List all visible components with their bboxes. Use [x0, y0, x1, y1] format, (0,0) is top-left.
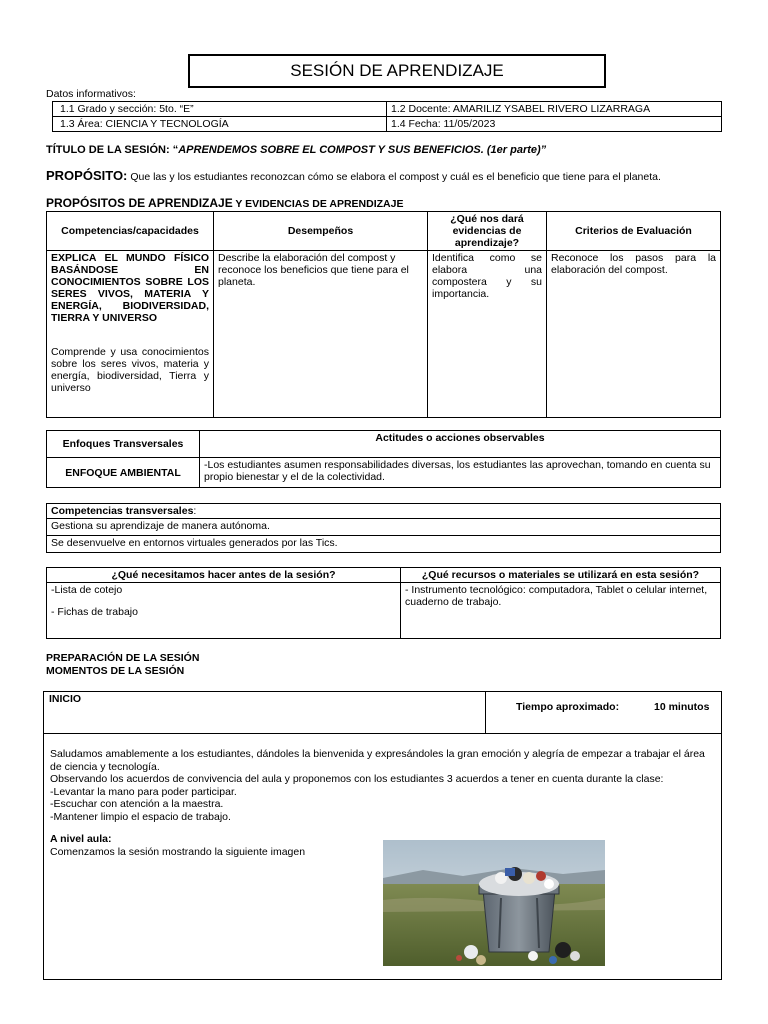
inicio-p2: Observando los acuerdos de convivencia del aula y proponemos con los estudiantes 3 acuerdos a tener en cuenta durante la clase:	[50, 773, 664, 785]
propositos-heading	[46, 196, 403, 210]
header-competencias: Competencias/capacidades	[47, 212, 214, 251]
acuerdo-3: -Mantener limpio el espacio de trabajo.	[50, 810, 231, 823]
antes-left-1: -Lista de cotejo	[51, 584, 123, 596]
propositos-heading-b: Y EVIDENCIAS DE APRENDIZAJE	[232, 198, 404, 210]
grado-cell: 1.1 Grado y sección: 5to. “E”	[53, 102, 387, 117]
enfoques-header: Enfoques Transversales	[47, 431, 200, 458]
inicio-box	[43, 691, 722, 980]
session-title-label: TÍTULO DE LA SESIÓN: “	[46, 144, 179, 156]
capacidad-text: Comprende y usa conocimientos sobre los seres vivos, materia y energía, biodiversidad, Tierra y universo	[51, 346, 209, 394]
proposito-label: PROPÓSITO:	[46, 168, 128, 183]
propositos-heading-a: PROPÓSITOS DE APRENDIZAJE	[46, 196, 233, 210]
tiempo-cell	[486, 692, 721, 734]
header-evidencias: ¿Qué nos dará evidencias de aprendizaje?	[428, 212, 547, 251]
inicio-label-cell	[44, 692, 486, 734]
page-title	[188, 54, 606, 88]
antes-left-2: - Fichas de trabajo	[51, 606, 138, 618]
competencia-text: EXPLICA EL MUNDO FÍSICO BASÁNDOSE EN CONOCIMIENTOS SOBRE LOS SERES VIVOS, MATERIA Y ENERGÍA, BIODIVERSIDAD, TIERRA Y UNIVERSO	[51, 252, 209, 324]
inicio-label: INICIO	[49, 693, 82, 705]
proposito-text: Que las y los estudiantes reconozcan cómo se elabora el compost y cuál es el beneficio que tiene para el planeta.	[130, 171, 661, 183]
nivel-aula-text: Comenzamos la sesión mostrando la siguiente imagen	[50, 845, 306, 858]
evidencia-cell: Identifica como se elabora una compostera y su importancia.	[428, 251, 547, 418]
trash-dumpster-image	[383, 840, 605, 966]
tiempo-value: 10 minutos	[654, 701, 710, 713]
criterio-cell: Reconoce los pasos para la elaboración del compost.	[547, 251, 721, 418]
datos-table	[52, 101, 722, 132]
competencias-transversales-table	[46, 503, 721, 553]
area-cell: 1.3 Área: CIENCIA Y TECNOLOGÍA	[53, 117, 387, 132]
desempeno-cell: Describe la elaboración del compost y reconoce los beneficios que tiene para el planeta.	[214, 251, 428, 418]
header-desempenos: Desempeños	[214, 212, 428, 251]
fecha-cell: 1.4 Fecha: 11/05/2023	[387, 117, 722, 132]
antes-header-right: ¿Qué recursos o materiales se utilizará en esta sesión?	[401, 568, 721, 583]
nivel-aula-label: A nivel aula:	[50, 833, 112, 845]
enfoque-ambiental: ENFOQUE AMBIENTAL	[47, 458, 200, 488]
enfoques-table	[46, 430, 721, 488]
session-title-value: APRENDEMOS SOBRE EL COMPOST Y SUS BENEFICIOS. (1er parte)”	[178, 144, 547, 156]
session-title	[46, 144, 546, 156]
tiempo-label: Tiempo aproximado:	[516, 701, 620, 713]
ct-item-2: Se desenvuelve en entornos virtuales generados por las Tics.	[47, 536, 721, 553]
momentos-heading: MOMENTOS DE LA SESIÓN	[46, 665, 185, 677]
competencias-transversales-header: Competencias transversales:	[47, 504, 721, 519]
preparacion-heading: PREPARACIÓN DE LA SESIÓN	[46, 652, 200, 664]
ct-item-1: Gestiona su aprendizaje de manera autónoma.	[47, 519, 721, 536]
antes-table	[46, 567, 721, 639]
proposito	[46, 168, 661, 183]
ct-header-text: Competencias transversales	[51, 505, 194, 517]
antes-left-cell	[47, 583, 401, 639]
acuerdo-2: -Escuchar con atención a la maestra.	[50, 798, 224, 810]
antes-right-cell: - Instrumento tecnológico: computadora, Tablet o celular internet, cuaderno de trabajo.	[401, 583, 721, 639]
competencia-cell	[47, 251, 214, 418]
datos-label: Datos informativos:	[46, 88, 136, 100]
inicio-content	[50, 748, 710, 858]
actitudes-header: Actitudes o acciones observables	[200, 431, 721, 458]
antes-header-left: ¿Qué necesitamos hacer antes de la sesión?	[47, 568, 401, 583]
actitud-cell: -Los estudiantes asumen responsabilidades diversas, los estudiantes las aprovechan, tomando en cuenta su propio bienestar y el de la colectividad.	[200, 458, 721, 488]
inicio-p1: Saludamos amablemente a los estudiantes, dándoles la bienvenida y expresándoles la gran emoción y alegría de empezar a trabajar el área de ciencia y tecnología.	[50, 748, 705, 773]
header-criterios: Criterios de Evaluación	[547, 212, 721, 251]
propositos-table	[46, 211, 721, 418]
page-title-text: SESIÓN DE APRENDIZAJE	[290, 61, 504, 80]
docente-cell: 1.2 Docente: AMARILIZ YSABEL RIVERO LIZARRAGA	[387, 102, 722, 117]
acuerdo-1: -Levantar la mano para poder participar.	[50, 785, 237, 798]
